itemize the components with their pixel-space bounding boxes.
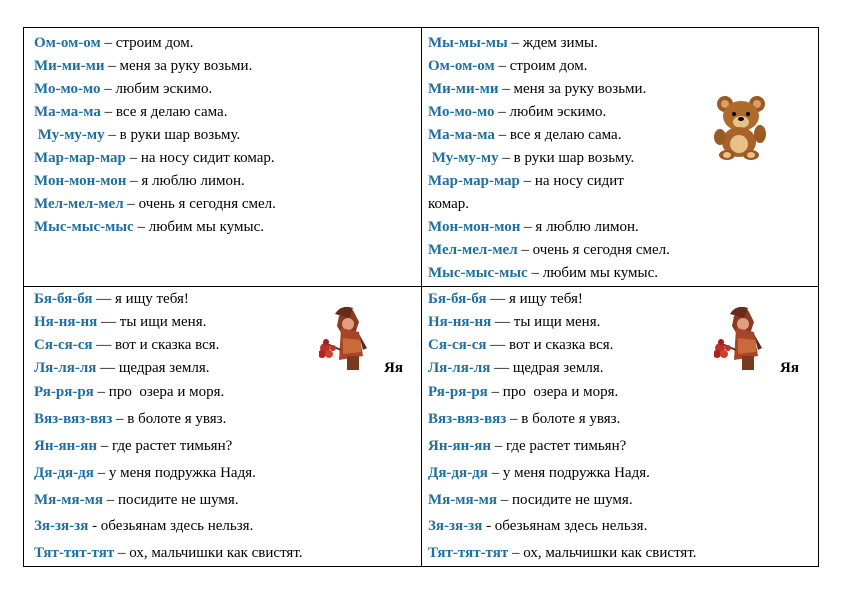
rhyme-text: - обезьянам здесь нельзя. [482,518,648,534]
rhyme-text: – все я делаю сама. [494,127,622,143]
rhyme-text: – строим дом. [100,35,194,51]
rhyme-line [428,491,633,509]
rhyme-line [34,290,189,308]
syllable-text: Мар-мар-мар [428,173,520,189]
rhyme-text: – любим эскимо. [494,104,607,120]
rhyme-line [34,218,264,236]
syllable-text: Ся-ся-ся [34,337,93,353]
syllable-text: Ня-ня-ня [428,314,492,330]
rhyme-line [34,313,206,331]
rhyme-text: — вот и сказка вся. [92,337,220,353]
syllable-text: Му-му-му [428,150,499,166]
rhyme-line [428,241,670,259]
rhyme-line [428,544,697,562]
rhyme-text: – посидите не шумя. [496,492,633,508]
rhyme-text: – в болоте я увяз. [506,411,621,427]
rhyme-line [428,336,613,354]
rhyme-text: – все я делаю сама. [100,104,228,120]
rhyme-line [428,290,583,308]
rhyme-line [34,126,240,144]
rhyme-text: – любим мы кумыс. [527,265,658,281]
rhyme-line [428,410,620,428]
rhyme-line [428,359,604,377]
syllable-text: Вяз-вяз-вяз [428,411,507,427]
syllable-text: Ян-ян-ян [428,438,491,454]
syllable-text: Мыс-мыс-мыс [34,219,134,235]
syllable-text: Ля-ля-ля [34,360,97,376]
row-divider [24,286,818,287]
rhyme-line [34,336,219,354]
rhyme-line [34,195,276,213]
rhyme-text: – где растет тимьян? [490,438,627,454]
syllable-text: Мон-мон-мон [428,219,521,235]
rhyme-text: – я люблю лимон. [126,173,245,189]
rhyme-text: – у меня подружка Надя. [487,465,650,481]
syllable-text: Тят-тят-тят [34,545,115,561]
rhyme-text: — вот и сказка вся. [486,337,614,353]
syllable-text: Мар-мар-мар [34,150,126,166]
rhyme-text: – ждем зимы. [507,35,598,51]
rhyme-line [428,383,618,401]
syllable-text: Бя-бя-бя [428,291,487,307]
rhyme-text: – любим мы кумыс. [133,219,264,235]
syllable-text: Мя-мя-мя [428,492,497,508]
rhyme-text: – в руки шар возьму. [104,127,241,143]
rhyme-line [428,34,598,52]
rhyme-text: – меня за руку возьми. [104,58,253,74]
rhyme-text: – где растет тимьян? [96,438,233,454]
syllable-text: Вяз-вяз-вяз [34,411,113,427]
syllable-text: Ря-ря-ря [34,384,94,400]
rhyme-text: – я люблю лимон. [520,219,639,235]
rhyme-line [34,80,212,98]
rhyme-text: — щедрая земля. [96,360,210,376]
rhyme-text: — я ищу тебя! [486,291,583,307]
teddy-bear-icon [711,94,773,160]
rhyme-text: - обезьянам здесь нельзя. [88,518,254,534]
rhyme-line [34,544,303,562]
rhyme-text: – посидите не шумя. [102,492,239,508]
rhyme-line [428,80,646,98]
rhyme-text: – меня за руку возьми. [498,81,647,97]
cell-top-left [34,34,414,284]
rhyme-text: – очень я сегодня смел. [123,196,276,212]
cell-bottom-right [428,290,813,565]
rhyme-text: — щедрая земля. [490,360,604,376]
rhyme-line [34,437,232,455]
rhyme-text: — я ищу тебя! [92,291,189,307]
syllable-text: Ми-ми-ми [34,58,105,74]
rhyme-text: – про озера и моря. [93,384,225,400]
syllable-text: Зя-зя-зя [34,518,89,534]
baba-yaga-icon [319,304,371,372]
syllable-text: Мон-мон-мон [34,173,127,189]
rhyme-line [34,172,245,190]
rhyme-line [428,195,469,213]
rhyme-line [428,464,650,482]
rhyme-line [428,103,606,121]
rhyme-line [34,383,224,401]
rhyme-line [428,264,658,282]
rhyme-line [34,464,256,482]
syllable-text: Ля-ля-ля [428,360,491,376]
rhyme-line [428,517,647,535]
rhyme-line [428,149,634,167]
cell-top-right [428,34,813,284]
rhyme-line [34,491,239,509]
rhyme-text: – на носу сидит [519,173,624,189]
column-divider [421,28,422,566]
rhyme-line [34,149,275,167]
syllable-text: Ря-ря-ря [428,384,488,400]
rhyme-text: – ох, мальчишки как свистят. [114,545,303,561]
syllable-text: Ом-ом-ом [428,58,495,74]
syllable-text: Ян-ян-ян [34,438,97,454]
syllable-text: Ня-ня-ня [34,314,98,330]
syllable-text: Бя-бя-бя [34,291,93,307]
yaga-label: Яя [780,360,799,376]
rhyme-line [428,218,639,236]
syllable-text: Ма-ма-ма [428,127,495,143]
syllable-text: Дя-дя-дя [34,465,94,481]
syllable-text: Тят-тят-тят [428,545,509,561]
syllable-text: Мо-мо-мо [34,81,101,97]
baba-yaga-icon [714,304,766,372]
rhyme-text: – в руки шар возьму. [498,150,635,166]
rhyme-text: – любим эскимо. [100,81,213,97]
rhyme-text: – строим дом. [494,58,588,74]
cell-bottom-left [34,290,414,565]
rhyme-line [34,517,253,535]
rhyme-line [34,34,194,52]
rhyme-text: – на носу сидит комар. [125,150,275,166]
syllable-text: Мо-мо-мо [428,104,495,120]
yaga-label: Яя [384,360,403,376]
rhyme-line [428,172,624,190]
syllable-text: Ом-ом-ом [34,35,101,51]
rhyme-text: – ох, мальчишки как свистят. [508,545,697,561]
syllable-text: Ми-ми-ми [428,81,499,97]
rhyme-text: – очень я сегодня смел. [517,242,670,258]
rhyme-text: комар. [428,196,470,212]
rhyme-line [34,359,210,377]
rhyme-text: – у меня подружка Надя. [93,465,256,481]
rhyme-line [428,313,600,331]
syllable-text: Дя-дя-дя [428,465,488,481]
rhyme-line [34,57,252,75]
rhyme-text: – про озера и моря. [487,384,619,400]
syllable-text: Ма-ма-ма [34,104,101,120]
syllable-text: Мел-мел-мел [34,196,124,212]
rhyme-line [34,410,226,428]
rhyme-text: — ты ищи меня. [97,314,207,330]
rhyme-line [428,126,621,144]
syllable-text: Мя-мя-мя [34,492,103,508]
syllable-text: Мел-мел-мел [428,242,518,258]
rhyme-line [428,57,588,75]
rhyme-text: – в болоте я увяз. [112,411,227,427]
rhyme-text: — ты ищи меня. [491,314,601,330]
syllable-text: Му-му-му [34,127,105,143]
syllable-text: Зя-зя-зя [428,518,483,534]
syllable-text: Мыс-мыс-мыс [428,265,528,281]
syllable-text: Ся-ся-ся [428,337,487,353]
rhyme-line [34,103,227,121]
syllable-text: Мы-мы-мы [428,35,508,51]
rhymes-table [23,27,819,567]
rhyme-line [428,437,626,455]
